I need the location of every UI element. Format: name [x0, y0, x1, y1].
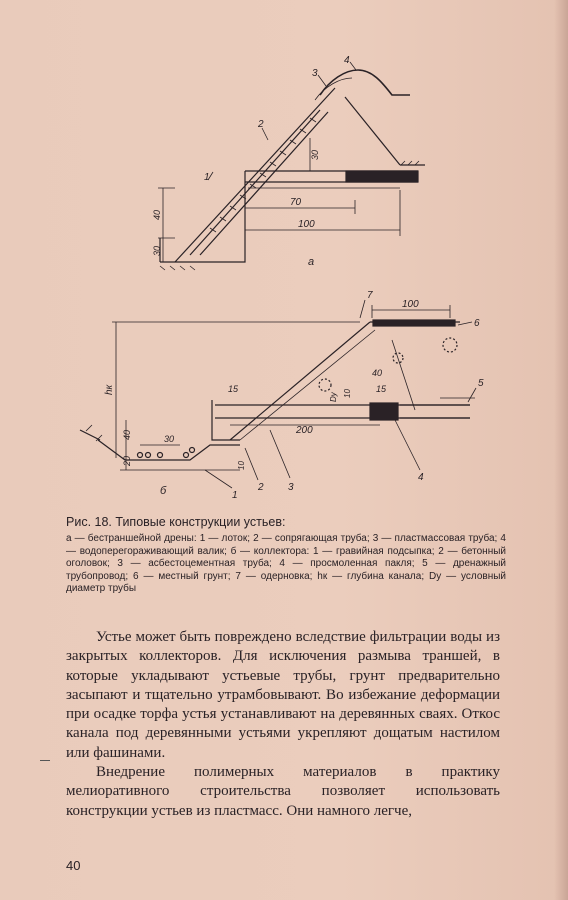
b-sublabel: б: [160, 485, 167, 497]
b-label-1: 1: [232, 490, 238, 501]
caption-text: а — бестраншейной дрены: 1 — лоток; 2 — сопрягающая труба; 3 — пластмассовая труба; 4 — водоперегораживающий валик; б — коллектора: 1 — гравийная подсыпка; 2 — бетонный оголовок; 3 — асбестоцементная труба; 4 — просмоленная пакля; 5 — дренажный трубопровод; 6 — местный грунт; 7 — одерновка; hк — глубина канала; Dу — условный диаметр трубы: [66, 533, 506, 595]
b-dim-20: 20: [122, 455, 132, 466]
b-dim-40a: 40: [372, 368, 383, 378]
margin-mark: [40, 760, 50, 761]
b-label-7: 7: [367, 290, 373, 301]
b-dim-15a: 15: [228, 384, 239, 394]
b-label-5: 5: [478, 378, 484, 389]
a-dim-100: 100: [298, 219, 315, 230]
b-dim-100: 100: [402, 299, 419, 310]
figure-caption: [66, 515, 506, 596]
a-sublabel: а: [308, 256, 315, 268]
b-dim-15b: 15: [376, 384, 387, 394]
paragraph-1: Устье может быть повреждено вследствие фильтрации воды из закрытых коллекторов. Для исключения размыва траншей, в которые укладывают устьевые трубы, грунт предварительно засыпают и тщательно утрамбовывают. Во избежание деформации при осадке торфа устья устанавливают на деревянных сваях. Откос канала под деревянными устьями укрепляют дощатым настилом или фашинами.: [66, 629, 500, 761]
a-dim-30-vertical: 30: [310, 149, 320, 160]
caption-title: Рис. 18. Типовые конструкции устьев:: [66, 515, 286, 529]
b-label-6: 6: [474, 318, 480, 329]
b-dim-200: 200: [296, 425, 313, 436]
a-dim-40: 40: [152, 209, 162, 220]
diagram-a: [158, 62, 425, 270]
b-hk: hк: [104, 384, 115, 395]
a-dim-70: 70: [290, 197, 302, 208]
b-dim-10: 10: [343, 389, 352, 398]
b-label-4: 4: [418, 472, 424, 483]
b-dim-40: 40: [122, 429, 132, 440]
a-label-1: 1: [204, 172, 210, 183]
b-dim-10b: 10: [237, 461, 246, 470]
body-text: [66, 628, 500, 821]
page-number: 40: [66, 858, 81, 873]
diagram-b: [80, 300, 476, 488]
b-dim-dy: Dу: [329, 392, 338, 402]
a-label-2: 2: [258, 119, 264, 130]
paragraph-2: Внедрение полимерных материалов в практику мелиоративного строительства позволяет использовать конструкции устьев из пластмасс. Они намного легче,: [66, 764, 500, 819]
b-dim-30: 30: [164, 434, 175, 444]
b-label-3: 3: [288, 482, 294, 493]
b-label-2: 2: [258, 482, 264, 493]
a-label-3: 3: [312, 68, 318, 79]
a-label-4: 4: [344, 55, 350, 66]
a-dim-30: 30: [152, 245, 162, 256]
